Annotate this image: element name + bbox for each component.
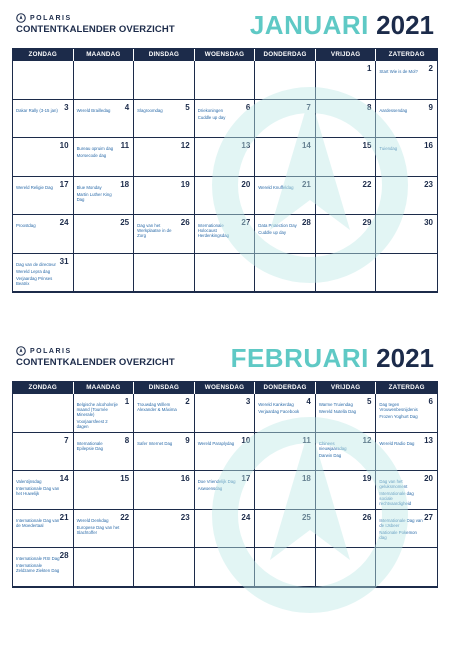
- day-cell[interactable]: [74, 138, 135, 177]
- brand: [16, 13, 72, 23]
- event-item: Belgische alcoholvrije maand (Tournée Minerale): [76, 402, 118, 417]
- month-year: 2021: [376, 343, 434, 373]
- weekday-header: ZONDAG: [13, 382, 74, 394]
- day-cell[interactable]: [13, 215, 74, 254]
- day-cell[interactable]: [316, 548, 377, 587]
- day-cell[interactable]: [74, 433, 135, 472]
- day-number: 8: [124, 435, 130, 445]
- day-cell[interactable]: [13, 394, 74, 433]
- day-cell[interactable]: [134, 433, 195, 472]
- day-cell[interactable]: [376, 394, 437, 433]
- day-number: 21: [59, 512, 69, 522]
- day-number: 6: [428, 397, 433, 406]
- day-cell[interactable]: [74, 177, 135, 216]
- day-cell[interactable]: [255, 100, 316, 139]
- day-cell[interactable]: [376, 433, 437, 472]
- event-list: [137, 402, 191, 412]
- day-cell[interactable]: [255, 471, 316, 510]
- day-cell[interactable]: [376, 138, 437, 177]
- day-cell[interactable]: [255, 548, 316, 587]
- day-cell[interactable]: [74, 61, 135, 100]
- calendar-grid: [12, 381, 438, 588]
- event-list: [379, 108, 434, 113]
- day-number: 30: [424, 218, 433, 227]
- day-number: 24: [241, 512, 251, 522]
- calendar-grid: [12, 48, 438, 293]
- day-cell[interactable]: [134, 61, 195, 100]
- day-cell[interactable]: [255, 138, 316, 177]
- weekday-header: ZATERDAG: [388, 51, 425, 58]
- day-number: 19: [362, 474, 372, 483]
- day-cell[interactable]: [74, 548, 135, 587]
- event-item: Driekoningen: [197, 107, 224, 113]
- day-cell[interactable]: [195, 433, 256, 472]
- day-cell[interactable]: [13, 100, 74, 139]
- day-cell[interactable]: [134, 100, 195, 139]
- day-number: 28: [59, 551, 69, 560]
- day-number: 5: [185, 102, 190, 112]
- event-list: [77, 441, 131, 451]
- compass-logo-icon: [16, 13, 26, 23]
- day-number: 3: [64, 102, 69, 112]
- month-year: 2021: [376, 10, 434, 40]
- day-cell[interactable]: [316, 394, 377, 433]
- compass-logo-icon: [16, 346, 26, 356]
- day-cell[interactable]: [376, 510, 437, 549]
- day-number: 29: [362, 218, 372, 227]
- weekday-header: VRIJDAG: [316, 49, 377, 61]
- event-list: [137, 108, 191, 113]
- day-cell[interactable]: [134, 254, 195, 293]
- day-cell[interactable]: [376, 100, 437, 139]
- day-cell[interactable]: [255, 254, 316, 293]
- day-number: 25: [301, 512, 311, 522]
- day-number: 7: [64, 435, 69, 445]
- day-cell[interactable]: [13, 548, 74, 587]
- day-number: 15: [362, 141, 372, 150]
- event-item: Voorjaarsfeest 2 dagen: [76, 419, 108, 429]
- day-number: 27: [424, 512, 433, 522]
- event-item: Dag van het geluksmoment: [379, 479, 408, 489]
- event-item: Wereld Lepra dag: [16, 268, 51, 274]
- day-number: 5: [366, 397, 372, 406]
- event-item: Europese Dag van het Slachtoffer: [76, 524, 120, 535]
- event-item: Trouwdag Willem Alexander & Máxima: [137, 402, 177, 412]
- day-number: 2: [428, 64, 433, 73]
- event-item: Doe Vriendelijk Dag: [197, 479, 236, 484]
- day-cell[interactable]: [195, 394, 256, 433]
- day-number: 14: [301, 141, 311, 150]
- weekday-header: WOENSDAG: [195, 49, 256, 61]
- day-cell[interactable]: [74, 100, 135, 139]
- day-cell[interactable]: [134, 177, 195, 216]
- day-cell[interactable]: [13, 254, 74, 293]
- event-list: [16, 108, 70, 113]
- day-number: 23: [180, 512, 190, 522]
- event-item: Wereld Nutella Dag: [318, 409, 357, 414]
- day-cell[interactable]: [316, 61, 377, 100]
- day-number: 3: [245, 397, 251, 406]
- event-item: Frozen Yoghurt Dag: [379, 414, 418, 419]
- day-cell[interactable]: [195, 471, 256, 510]
- weekday-header: WOENSDAG: [195, 382, 256, 394]
- month-name: JANUARI: [249, 10, 369, 40]
- day-number: 13: [424, 435, 433, 445]
- day-number: 18: [301, 474, 311, 483]
- day-number: 22: [120, 512, 130, 522]
- day-cell[interactable]: [376, 215, 437, 254]
- day-number: 4: [124, 102, 130, 112]
- event-item: Chinees nieuwjaarsdag: [318, 440, 347, 451]
- day-cell[interactable]: [255, 177, 316, 216]
- day-cell[interactable]: [13, 177, 74, 216]
- weekday-header: ZATERDAG: [388, 384, 425, 391]
- day-cell[interactable]: [376, 548, 437, 587]
- weekday-header: DINSDAG: [134, 382, 195, 394]
- day-cell[interactable]: [255, 433, 316, 472]
- event-item: Internationale Holocaust Herdenkingsdag: [197, 223, 229, 238]
- day-cell[interactable]: [195, 61, 256, 100]
- event-item: Nationale Pokemon dag: [379, 529, 417, 540]
- day-number: 20: [424, 474, 433, 483]
- day-number: 8: [366, 102, 372, 112]
- day-number: 26: [362, 512, 372, 522]
- day-number: 6: [245, 102, 251, 112]
- event-item: Dakar Rally (3-15 jan): [16, 107, 58, 113]
- calendar-days: [13, 394, 437, 587]
- event-item: Internationale dag sociale rechtvaardigheid: [379, 491, 414, 506]
- weekday-header: VRIJDAG: [316, 382, 377, 394]
- day-cell[interactable]: [316, 510, 377, 549]
- day-number: 13: [241, 141, 251, 150]
- day-number: 26: [180, 218, 190, 227]
- day-number: 11: [302, 435, 311, 445]
- event-item: Wereld Kankerdag: [258, 402, 294, 407]
- month-february: [12, 343, 438, 573]
- event-item: Valentijnsdag: [16, 479, 42, 484]
- month-title: [231, 343, 434, 373]
- calendar-days: [13, 61, 437, 292]
- day-number: 10: [59, 141, 69, 150]
- event-list: [379, 402, 434, 419]
- day-number: 27: [241, 218, 251, 227]
- event-item: Wereld Religie Dag: [16, 184, 53, 190]
- day-cell[interactable]: [134, 394, 195, 433]
- day-cell[interactable]: [316, 471, 377, 510]
- day-cell[interactable]: [13, 138, 74, 177]
- event-list: [258, 402, 312, 414]
- day-cell[interactable]: [316, 177, 377, 216]
- day-cell[interactable]: [195, 215, 256, 254]
- event-item: Wereld Brailledag: [76, 107, 111, 113]
- day-cell[interactable]: [316, 254, 377, 293]
- day-number: 12: [362, 435, 372, 445]
- day-cell[interactable]: [376, 471, 437, 510]
- event-list: [379, 479, 434, 506]
- day-number: 9: [428, 102, 433, 112]
- day-cell[interactable]: [195, 100, 256, 139]
- weekday-header: DINSDAG: [134, 49, 195, 61]
- day-cell[interactable]: [376, 177, 437, 216]
- day-number: 16: [180, 474, 190, 483]
- day-number: 14: [59, 474, 69, 483]
- day-number: 1: [124, 397, 130, 406]
- page-subtitle: CONTENTKALENDER OVERZICHT: [16, 357, 175, 368]
- event-item: Blue Monday: [76, 184, 102, 190]
- event-item: Internationale Dag van het Huwelijk: [16, 486, 60, 496]
- day-cell[interactable]: [13, 471, 74, 510]
- day-number: 1: [366, 64, 372, 73]
- event-item: Internationale RSI Dag: [16, 556, 60, 561]
- event-item: Internationale Dag van de IJsbeer: [379, 517, 423, 528]
- event-item: Dag van de directeur: [16, 261, 56, 267]
- event-item: Cuddle up day: [197, 114, 226, 120]
- event-list: [319, 402, 373, 414]
- event-item: Tuiendag: [379, 146, 398, 151]
- day-cell[interactable]: [195, 510, 256, 549]
- day-cell[interactable]: [13, 61, 74, 100]
- brand-name: POLARIS: [30, 347, 72, 355]
- day-cell[interactable]: [13, 433, 74, 472]
- day-number: 10: [241, 435, 251, 445]
- event-item: Bureau opruim dag: [76, 146, 114, 151]
- weekday-header: DONDERDAG: [255, 49, 316, 61]
- day-cell[interactable]: [316, 433, 377, 472]
- day-number: 25: [120, 218, 130, 227]
- month-title: [250, 10, 434, 40]
- weekday-header-row: [13, 382, 437, 394]
- weekday-header: MAANDAG: [74, 49, 135, 61]
- day-number: 24: [59, 218, 69, 227]
- day-number: 31: [59, 256, 69, 266]
- event-item: Start Wie is de Mol?: [379, 69, 418, 74]
- event-item: Verjaardag Prinses Beatrix: [16, 275, 53, 286]
- day-cell[interactable]: [316, 215, 377, 254]
- event-item: Slagroomdag: [137, 107, 163, 113]
- event-item: Proostdag: [16, 223, 36, 228]
- event-item: Wereld Radio Dag: [379, 440, 415, 446]
- event-item: Internationale Epilepsie Dag: [76, 440, 104, 451]
- event-item: Internationale Zeldzame Ziekten Dag: [16, 563, 60, 573]
- day-cell[interactable]: [376, 254, 437, 293]
- event-item: Dag tegen Vrouwenbesnijdenis: [379, 402, 418, 412]
- day-cell[interactable]: [195, 254, 256, 293]
- event-item: Aswoensdag: [197, 486, 223, 491]
- day-cell[interactable]: [134, 215, 195, 254]
- brand: [16, 346, 72, 356]
- day-number: 4: [306, 397, 311, 406]
- event-item: Wereld Knuffeldag: [258, 184, 294, 190]
- day-number: 7: [306, 102, 311, 112]
- day-number: 19: [180, 179, 190, 189]
- day-number: 18: [120, 179, 130, 189]
- weekday-header: MAANDAG: [74, 382, 135, 394]
- brand-name: POLARIS: [30, 14, 72, 22]
- page-subtitle: CONTENTKALENDER OVERZICHT: [16, 24, 175, 35]
- day-number: 16: [424, 141, 433, 150]
- day-number: 20: [241, 179, 251, 189]
- event-item: Cuddle up day: [258, 230, 286, 235]
- weekday-header: ZONDAG: [13, 49, 74, 61]
- day-cell[interactable]: [195, 138, 256, 177]
- day-number: 28: [301, 218, 311, 227]
- event-item: Dag van het Werkplaatse in de Zorg: [137, 223, 172, 238]
- event-list: [77, 108, 131, 113]
- event-item: Warme Truiendag: [318, 402, 353, 407]
- weekday-header-row: [13, 49, 437, 61]
- event-item: Martin Luther King Dag: [76, 191, 112, 202]
- day-number: 17: [59, 179, 69, 189]
- event-list: [137, 441, 191, 446]
- event-item: Aardessendag: [379, 107, 408, 113]
- day-number: 21: [301, 179, 311, 189]
- day-cell[interactable]: [255, 394, 316, 433]
- event-item: Wereld Denkdag: [76, 517, 109, 523]
- day-cell[interactable]: [376, 61, 437, 100]
- event-item: Morsecode dag: [76, 153, 107, 158]
- day-cell[interactable]: [74, 215, 135, 254]
- day-cell[interactable]: [255, 510, 316, 549]
- day-cell[interactable]: [195, 548, 256, 587]
- day-number: 2: [185, 397, 190, 406]
- day-cell[interactable]: [316, 100, 377, 139]
- event-list: [77, 402, 131, 429]
- day-cell[interactable]: [74, 510, 135, 549]
- day-number: 9: [185, 435, 190, 445]
- weekday-header: DONDERDAG: [255, 382, 316, 394]
- day-cell[interactable]: [74, 394, 135, 433]
- event-list: [198, 108, 252, 120]
- day-cell[interactable]: [195, 177, 256, 216]
- event-item: Data Protection Day: [258, 223, 297, 228]
- day-cell[interactable]: [255, 215, 316, 254]
- day-number: 22: [362, 179, 372, 189]
- event-item: Wereld Paraplydag: [197, 440, 235, 446]
- day-cell[interactable]: [74, 471, 135, 510]
- day-cell[interactable]: [134, 138, 195, 177]
- day-number: 11: [120, 141, 130, 150]
- day-cell[interactable]: [13, 510, 74, 549]
- day-number: 12: [180, 141, 190, 150]
- event-item: Darwin Dag: [318, 452, 342, 458]
- day-cell[interactable]: [255, 61, 316, 100]
- event-item: Verjaardag Facebook: [258, 409, 300, 414]
- day-number: 23: [424, 179, 433, 189]
- event-item: Internationale Dag van de Moedertaal: [16, 517, 60, 528]
- event-list: [379, 69, 434, 74]
- day-cell[interactable]: [316, 138, 377, 177]
- month-name: FEBRUARI: [230, 343, 369, 373]
- day-cell[interactable]: [134, 471, 195, 510]
- day-number: 15: [120, 474, 130, 483]
- event-item: Safer Internet Dag: [137, 440, 173, 446]
- day-cell[interactable]: [134, 510, 195, 549]
- day-cell[interactable]: [134, 548, 195, 587]
- day-cell[interactable]: [74, 254, 135, 293]
- day-number: 17: [241, 474, 251, 483]
- month-january: [12, 10, 438, 286]
